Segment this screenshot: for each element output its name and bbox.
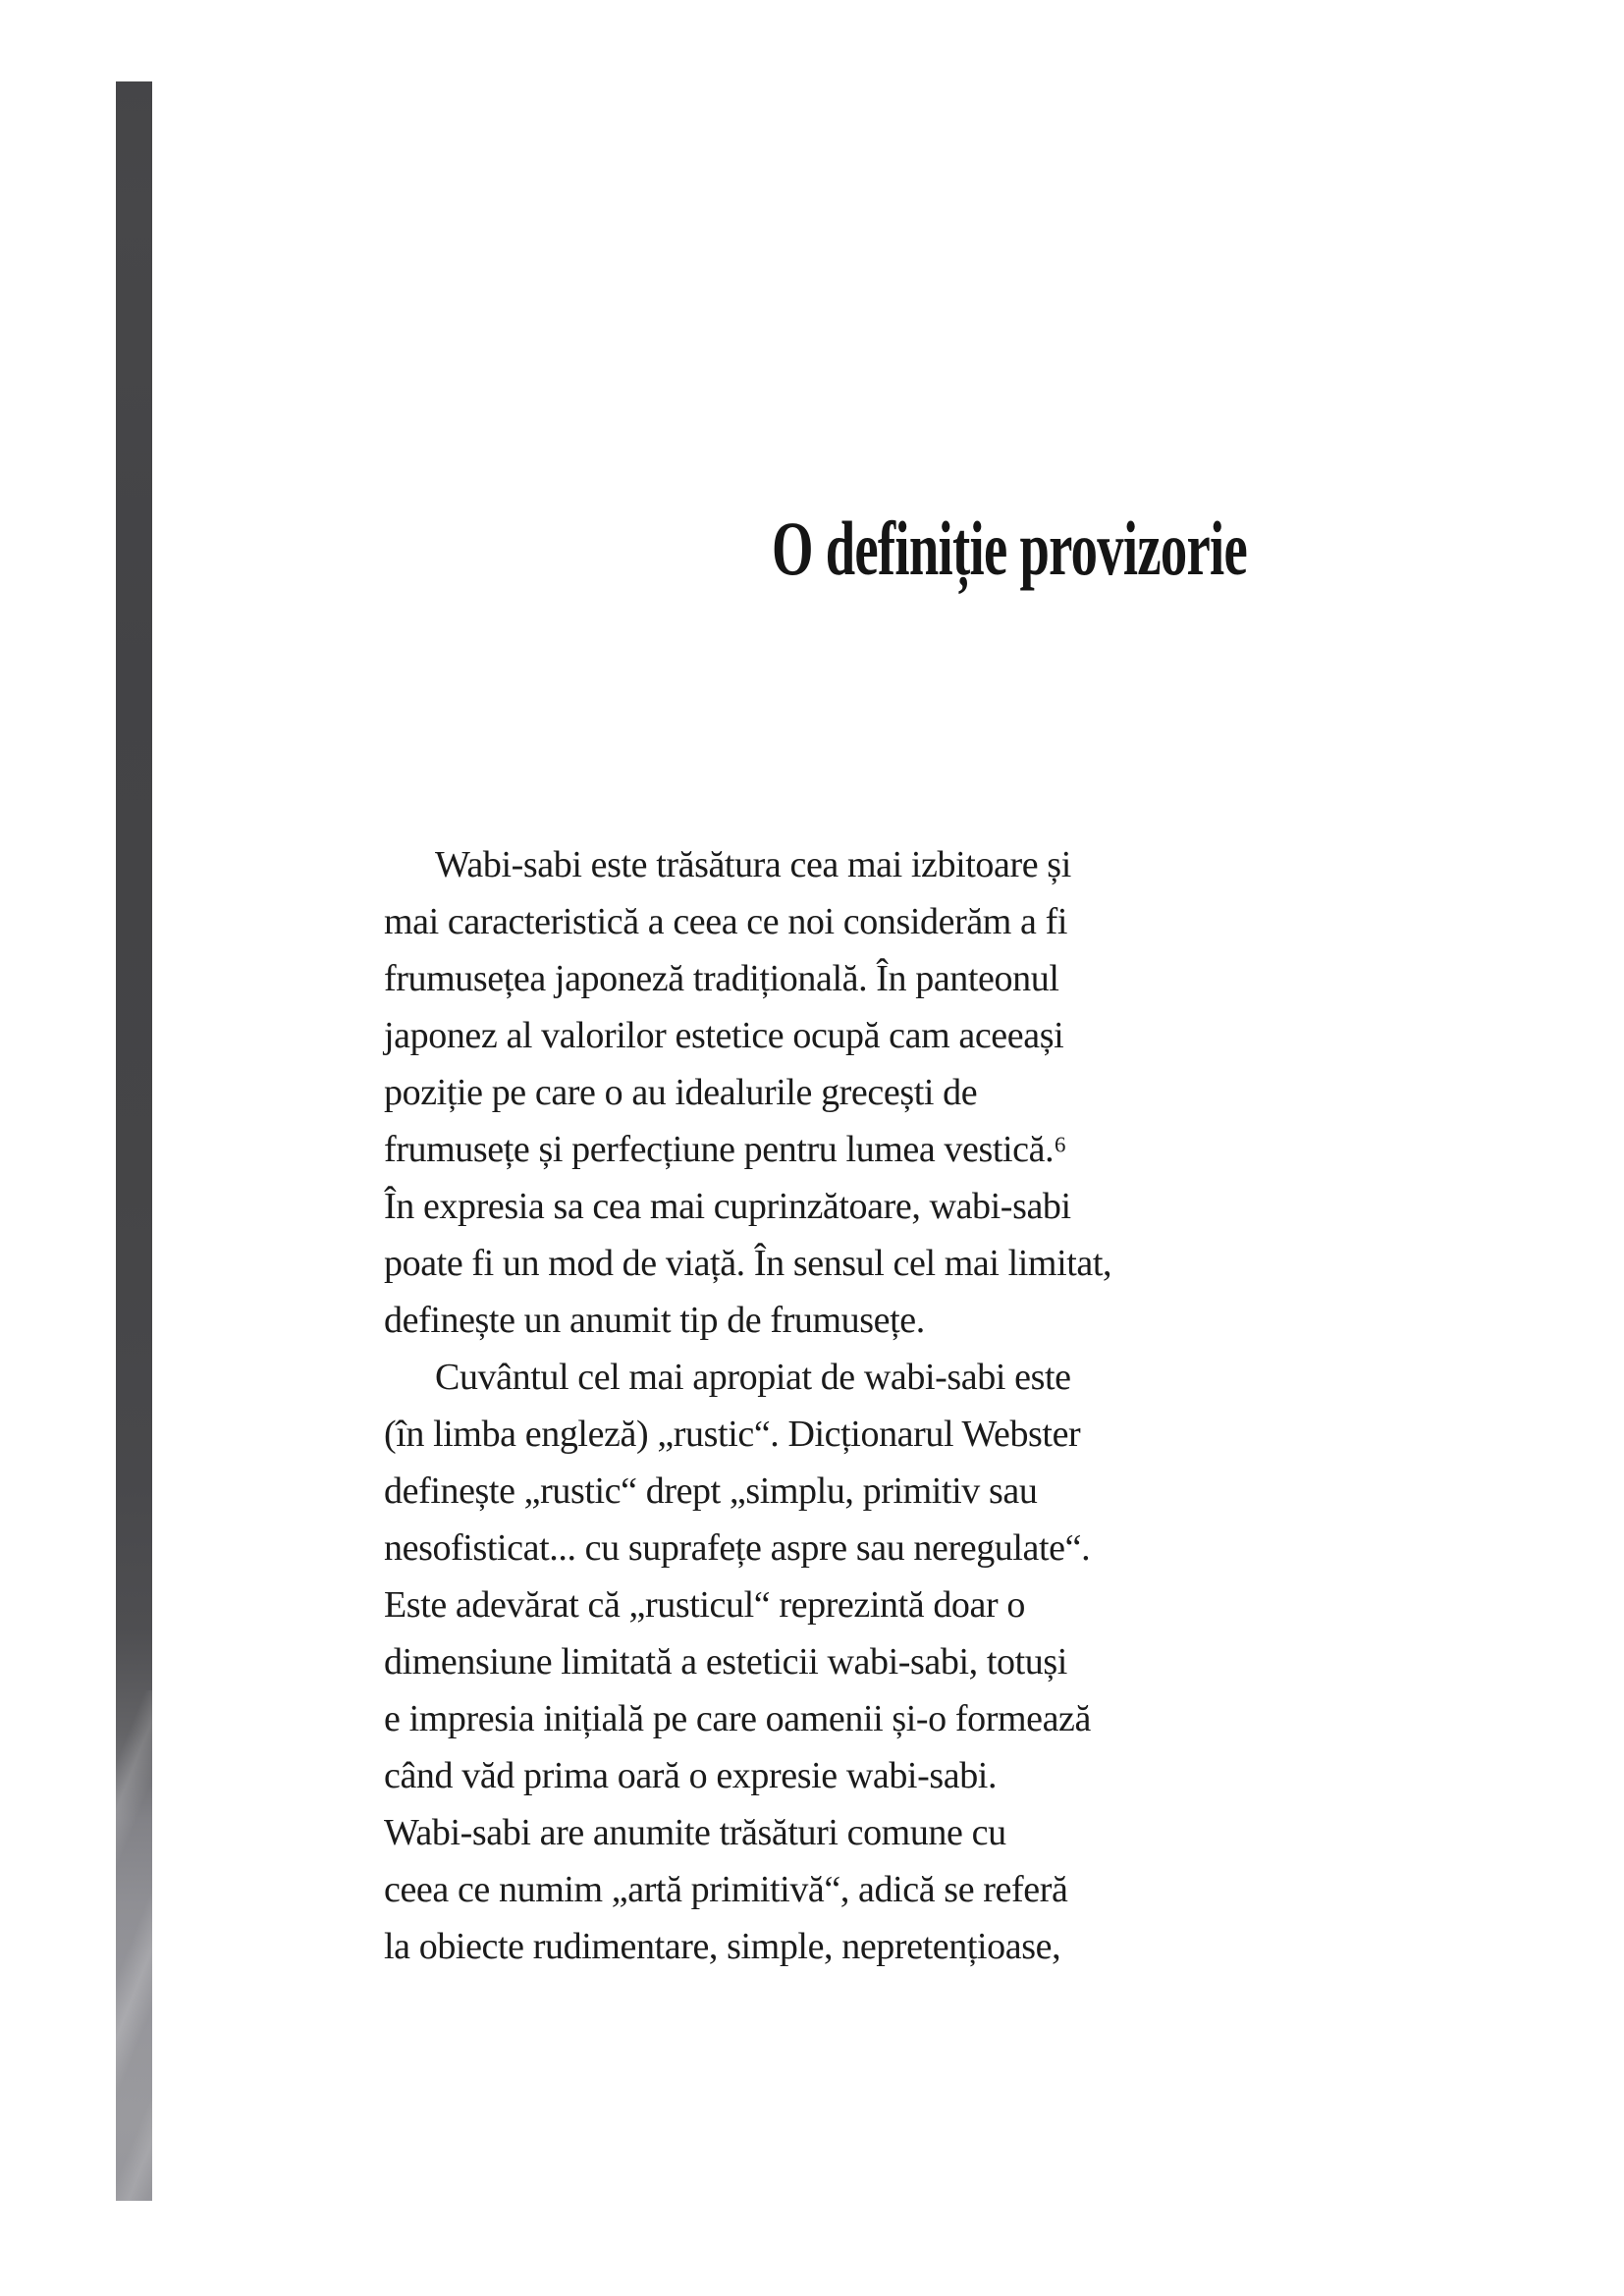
text-line: poziție pe care o au idealurile grecești de [384,1072,978,1113]
spine-shadow-strip [116,81,152,2201]
text-line: definește „rustic“ drept „simplu, primitiv sau [384,1470,1038,1512]
body-text [384,836,1268,1975]
text-line: dimensiune limitată a esteticii wabi-sabi, totuși [384,1641,1067,1682]
text-line: definește un anumit tip de frumusețe. [384,1300,925,1341]
text-line: poate fi un mod de viață. În sensul cel mai limitat, [384,1243,1112,1284]
text-line: nesofisticat... cu suprafețe aspre sau neregulate“. [384,1527,1091,1569]
spine-texture [116,1690,152,2201]
paragraph-2 [384,1349,1268,1975]
text-line: mai caracteristică a ceea ce noi considerăm a fi [384,901,1068,942]
text-line: Este adevărat că „rusticul“ reprezintă doar o [384,1584,1025,1626]
text-line: (în limba engleză) „rustic“. Dicționarul Webster [384,1414,1081,1455]
text-line: e impresia inițială pe care oamenii și-o formează [384,1698,1091,1739]
paragraph-1 [384,836,1268,1349]
text-line: frumusețe și perfecțiune pentru lumea vestică.⁶ [384,1129,1067,1170]
text-line: japonez al valorilor estetice ocupă cam aceeași [384,1015,1064,1056]
text-line: Wabi-sabi este trăsătura cea mai izbitoare și [435,844,1071,885]
text-line: Wabi-sabi are anumite trăsături comune cu [384,1812,1006,1853]
text-line: frumusețea japoneză tradițională. În panteonul [384,958,1059,999]
text-line: Cuvântul cel mai apropiat de wabi-sabi este [435,1357,1071,1398]
chapter-title: O definiție provizorie [772,506,1248,592]
text-line: când văd prima oară o expresie wabi-sabi. [384,1755,998,1796]
text-line: ceea ce numim „artă primitivă“, adică se referă [384,1869,1068,1910]
text-line: În expresia sa cea mai cuprinzătoare, wabi-sabi [384,1186,1071,1227]
text-line: la obiecte rudimentare, simple, nepretențioase, [384,1926,1061,1967]
